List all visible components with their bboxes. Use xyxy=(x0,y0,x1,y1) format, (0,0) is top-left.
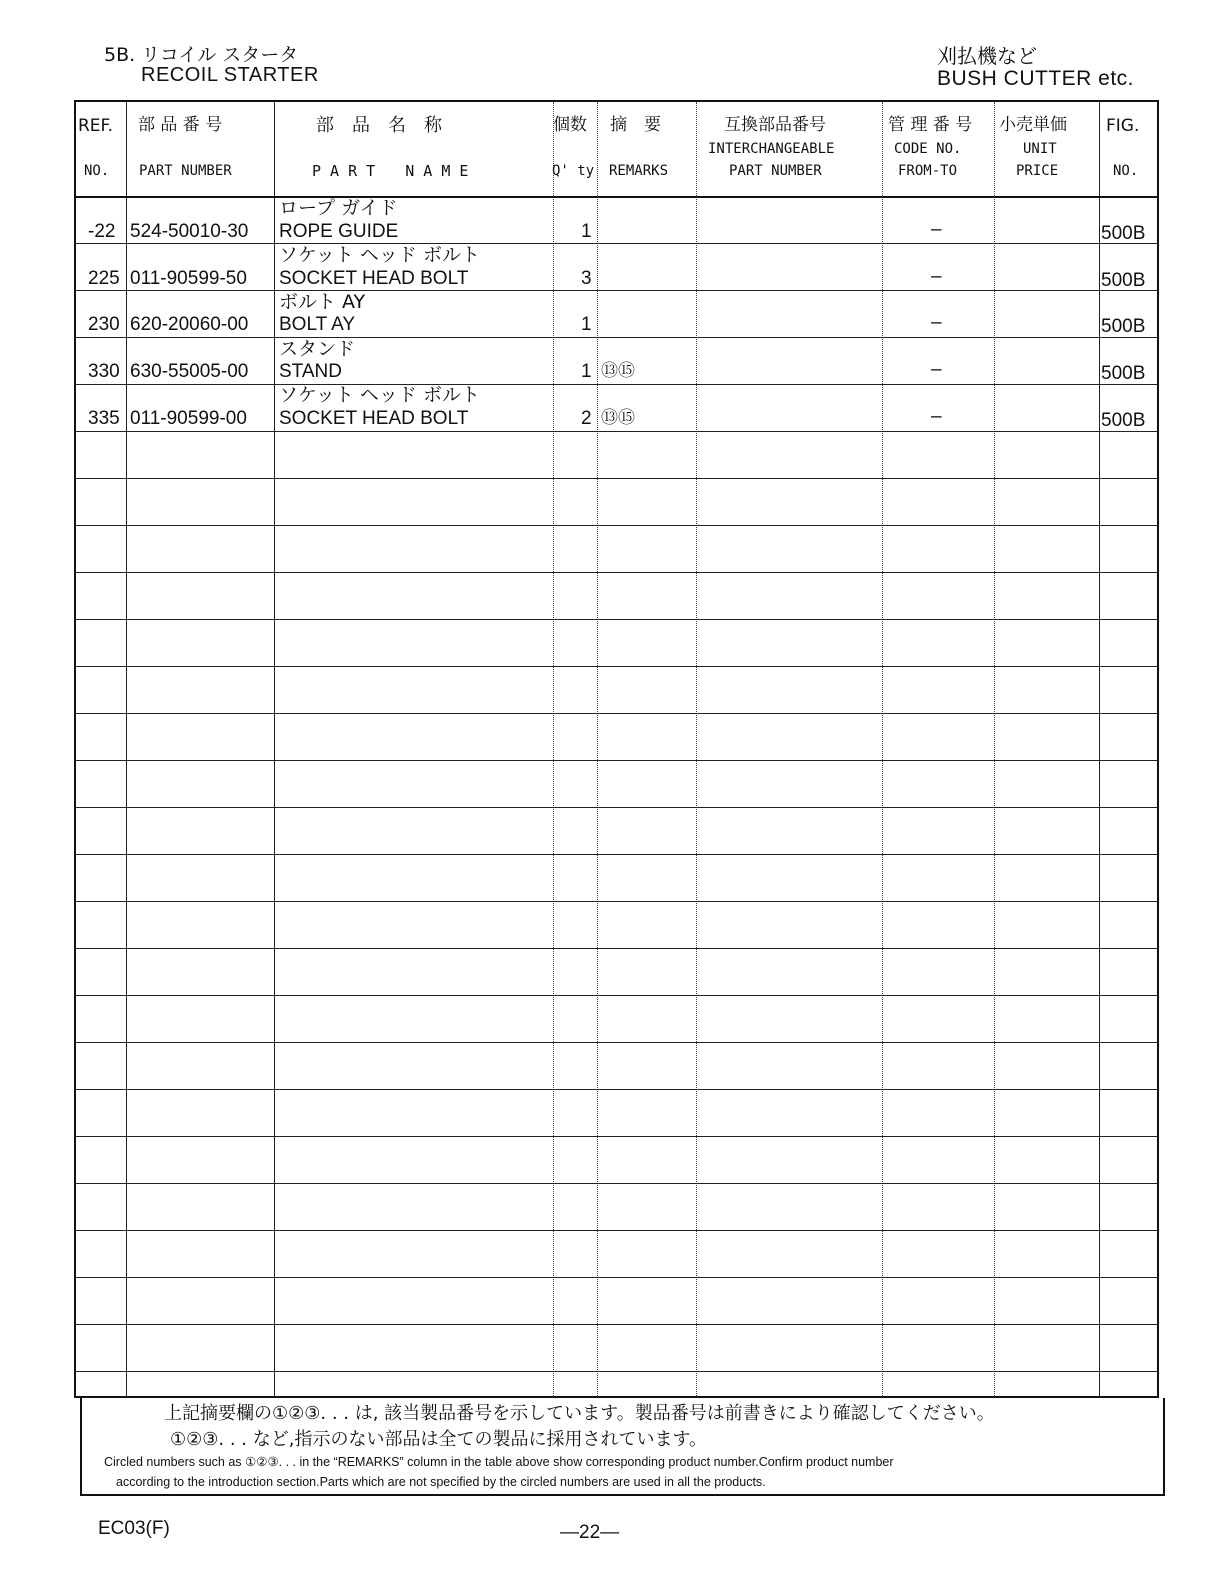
code-no: – xyxy=(931,312,942,333)
row-divider xyxy=(76,1042,1157,1043)
row-divider xyxy=(76,384,1157,385)
fig-no: 500B xyxy=(1101,316,1146,337)
fig-no: 500B xyxy=(1101,363,1146,384)
row-divider xyxy=(76,1089,1157,1090)
code-no: – xyxy=(931,219,942,240)
col-header-remarks-jp: 摘 要 xyxy=(610,115,661,135)
qty: 1 xyxy=(581,361,592,382)
row-divider xyxy=(76,572,1157,573)
document-code: EC03(F) xyxy=(98,1518,170,1539)
row-divider xyxy=(76,290,1157,291)
product-category-en: BUSH CUTTER etc. xyxy=(937,67,1135,90)
row-divider xyxy=(76,1136,1157,1137)
part-name-jp: ボルト AY xyxy=(279,291,366,313)
col-header-fig-en: NO. xyxy=(1113,163,1139,179)
parts-table xyxy=(74,100,1159,1398)
qty: 1 xyxy=(581,221,592,242)
row-divider xyxy=(76,666,1157,667)
part-number: 011-90599-50 xyxy=(130,268,247,289)
col-header-interchange-en2: PART NUMBER xyxy=(729,163,822,179)
part-name-jp: ロープ ガイド xyxy=(279,197,398,219)
col-header-interchange-en1: INTERCHANGEABLE xyxy=(708,141,835,157)
col-divider xyxy=(994,102,995,1396)
row-divider xyxy=(76,760,1157,761)
part-name-jp: ソケット ヘッド ボルト xyxy=(279,244,480,266)
part-number: 524-50010-30 xyxy=(130,221,249,242)
col-header-name-en: P A R T N A M E xyxy=(312,162,469,180)
row-divider xyxy=(76,713,1157,714)
col-divider xyxy=(882,102,883,1396)
col-divider xyxy=(1099,102,1100,1396)
row-divider xyxy=(76,807,1157,808)
footnote-jp-line2: ①②③. . . など,指示のない部品は全ての製品に採用されています。 xyxy=(170,1429,708,1450)
header-divider xyxy=(76,196,1157,198)
row-divider xyxy=(76,525,1157,526)
row-divider xyxy=(76,948,1157,949)
row-divider xyxy=(76,243,1157,244)
col-divider xyxy=(597,102,598,1396)
ref-no: 225 xyxy=(88,268,120,289)
remarks: ⑬⑮ xyxy=(601,361,635,380)
qty: 3 xyxy=(581,268,592,289)
row-divider xyxy=(76,337,1157,338)
col-divider xyxy=(126,102,127,1396)
row-divider xyxy=(76,1183,1157,1184)
row-divider xyxy=(76,478,1157,479)
part-name-en: STAND xyxy=(279,361,342,382)
col-divider xyxy=(553,102,554,1396)
part-name-jp: ソケット ヘッド ボルト xyxy=(279,384,480,406)
col-header-code-jp: 管 理 番 号 xyxy=(888,115,973,135)
col-header-partno-jp: 部 品 番 号 xyxy=(138,115,223,135)
col-header-qty-en: Q' ty xyxy=(552,163,595,179)
part-name-en: BOLT AY xyxy=(279,314,356,335)
footnote-box xyxy=(80,1398,1165,1496)
col-header-price-en1: UNIT xyxy=(1023,141,1057,157)
product-category-jp: 刈払機など xyxy=(937,44,1037,68)
col-header-code-en1: CODE NO. xyxy=(894,141,962,157)
footnote-jp-line1: 上記摘要欄の①②③. . . は, 該当製品番号を示しています。製品番号は前書きにより確認してください。 xyxy=(164,1403,995,1424)
col-header-ref-jp: REF. xyxy=(78,116,114,136)
fig-no: 500B xyxy=(1101,270,1146,291)
ref-no: 330 xyxy=(88,361,120,382)
col-header-qty-jp: 個数 xyxy=(553,115,587,135)
col-header-price-jp: 小売単価 xyxy=(999,115,1067,135)
row-divider xyxy=(76,1371,1157,1372)
row-divider xyxy=(76,854,1157,855)
part-number: 630-55005-00 xyxy=(130,361,249,382)
col-header-interchange-jp: 互換部品番号 xyxy=(724,115,826,135)
part-name-en: ROPE GUIDE xyxy=(279,221,399,242)
section-title-en: RECOIL STARTER xyxy=(141,64,319,86)
fig-no: 500B xyxy=(1101,410,1146,431)
page-number: —22— xyxy=(560,1522,620,1543)
row-divider xyxy=(76,1230,1157,1231)
col-divider xyxy=(274,102,275,1396)
row-divider xyxy=(76,901,1157,902)
section-title-jp: 5B. リコイル スタータ xyxy=(104,44,299,66)
col-divider xyxy=(696,102,697,1396)
part-name-jp: スタンド xyxy=(279,338,356,360)
ref-no: -22 xyxy=(88,221,116,242)
col-header-name-jp: 部 品 名 称 xyxy=(316,115,442,136)
footnote-en-line1: Circled numbers such as ①②③. . . in the “REMARKS” column in the table above show corresponding product number.Confirm product number xyxy=(104,1455,894,1469)
part-number: 620-20060-00 xyxy=(130,314,249,335)
col-header-fig-jp: FIG. xyxy=(1106,116,1140,136)
row-divider xyxy=(76,431,1157,432)
col-header-ref-en: NO. xyxy=(84,163,110,179)
col-header-partno-en: PART NUMBER xyxy=(139,163,232,179)
remarks: ⑬⑮ xyxy=(601,408,635,427)
qty: 2 xyxy=(581,408,592,429)
part-name-en: SOCKET HEAD BOLT xyxy=(279,268,469,289)
part-number: 011-90599-00 xyxy=(130,408,247,429)
part-name-en: SOCKET HEAD BOLT xyxy=(279,408,469,429)
row-divider xyxy=(76,1324,1157,1325)
row-divider xyxy=(76,619,1157,620)
ref-no: 230 xyxy=(88,314,120,335)
col-header-code-en2: FROM-TO xyxy=(898,163,958,179)
qty: 1 xyxy=(581,314,592,335)
row-divider xyxy=(76,995,1157,996)
footnote-en-line2: according to the introduction section.Parts which are not specified by the circled numbers are used in all the products. xyxy=(116,1475,766,1489)
code-no: – xyxy=(931,406,942,427)
code-no: – xyxy=(931,359,942,380)
col-header-remarks-en: REMARKS xyxy=(609,163,669,179)
ref-no: 335 xyxy=(88,408,120,429)
fig-no: 500B xyxy=(1101,223,1146,244)
code-no: – xyxy=(931,266,942,287)
col-header-price-en2: PRICE xyxy=(1016,163,1059,179)
row-divider xyxy=(76,1277,1157,1278)
